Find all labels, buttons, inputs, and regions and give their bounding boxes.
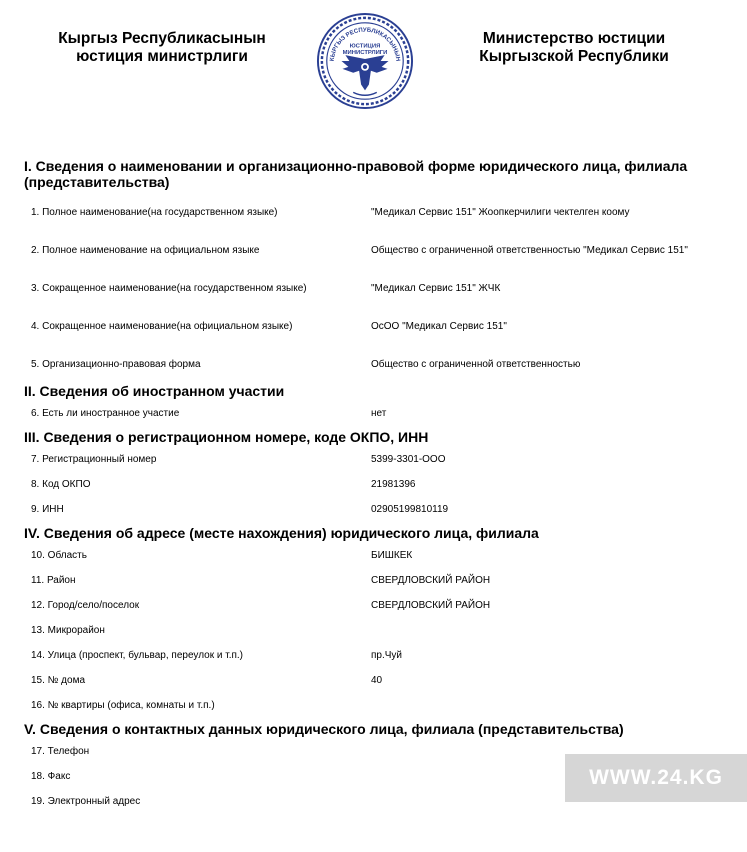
table-row bbox=[24, 245, 724, 257]
row-label: 5. Организационно-правовая форма bbox=[31, 359, 201, 370]
table-row bbox=[24, 504, 724, 516]
row-value: СВЕРДЛОВСКИЙ РАЙОН bbox=[371, 575, 491, 586]
table-row bbox=[24, 650, 724, 662]
header-right-line2: Кыргызской Республики bbox=[479, 48, 669, 65]
row-value: Общество с ограниченной ответственностью "Медикал Сервис 151" bbox=[371, 245, 688, 256]
section-title: I. Сведения о наименовании и организационно-правовой форме юридического лица, филиала (представительства) bbox=[24, 158, 688, 190]
table-row bbox=[24, 321, 724, 333]
section-title: IV. Сведения об адресе (месте нахождения) юридического лица, филиала bbox=[24, 525, 539, 541]
row-label: 11. Район bbox=[31, 575, 76, 586]
row-label: 4. Сокращенное наименование(на официальном языке) bbox=[31, 321, 293, 332]
header-right-line1: Министерство юстиции bbox=[482, 30, 666, 47]
table-row bbox=[24, 600, 724, 612]
table-row bbox=[24, 359, 724, 371]
row-label: 2. Полное наименование на официальном языке bbox=[31, 245, 260, 256]
row-value: СВЕРДЛОВСКИЙ РАЙОН bbox=[371, 600, 491, 611]
row-label: 7. Регистрационный номер bbox=[31, 454, 157, 465]
table-row bbox=[24, 408, 724, 420]
section-title: III. Сведения о регистрационном номере, коде ОКПО, ИНН bbox=[24, 429, 429, 445]
row-value: 21981396 bbox=[371, 479, 416, 490]
row-label: 15. № дома bbox=[31, 675, 86, 686]
row-value: 40 bbox=[371, 675, 383, 686]
row-label: 8. Код ОКПО bbox=[31, 479, 91, 490]
row-label: 3. Сокращенное наименование(на государственном языке) bbox=[31, 283, 307, 294]
row-label: 19. Электронный адрес bbox=[31, 796, 141, 807]
header-left-line2: юстиция министрлиги bbox=[76, 48, 248, 65]
table-row bbox=[24, 454, 724, 466]
section-title: V. Сведения о контактных данных юридического лица, филиала (представительства) bbox=[24, 721, 624, 737]
row-label: 1. Полное наименование(на государственном языке) bbox=[31, 207, 278, 218]
row-label: 14. Улица (проспект, бульвар, переулок и т.п.) bbox=[31, 650, 243, 661]
table-row bbox=[24, 625, 724, 637]
row-label: 16. № квартиры (офиса, комнаты и т.п.) bbox=[31, 700, 215, 711]
header-title-kyrgyz bbox=[12, 30, 312, 66]
table-row bbox=[24, 675, 724, 687]
seal-top-text: КЫРГЫЗ РЕСПУБЛИКАСЫНЫН bbox=[329, 27, 401, 62]
row-label: 9. ИНН bbox=[31, 504, 64, 515]
watermark-badge: WWW.24.KG bbox=[565, 754, 747, 802]
seal-mid-line1: ЮСТИЦИЯ bbox=[349, 43, 381, 50]
registry-content bbox=[24, 158, 724, 808]
row-value: 02905199810119 bbox=[371, 504, 449, 515]
row-value: ОсОО "Медикал Сервис 151" bbox=[371, 321, 507, 332]
row-label: 6. Есть ли иностранное участие bbox=[31, 408, 180, 419]
table-row bbox=[24, 283, 724, 295]
row-label: 13. Микрорайон bbox=[31, 625, 105, 636]
row-value: 5399-3301-ООО bbox=[371, 454, 446, 465]
row-label: 17. Телефон bbox=[31, 746, 90, 757]
row-value: БИШКЕК bbox=[371, 550, 413, 561]
row-value: Общество с ограниченной ответственностью bbox=[371, 359, 581, 370]
section-title: II. Сведения об иностранном участии bbox=[24, 383, 285, 399]
header-title-russian bbox=[424, 30, 724, 66]
row-value: пр.Чуй bbox=[371, 650, 403, 661]
table-row bbox=[24, 479, 724, 491]
table-row bbox=[24, 550, 724, 562]
row-label: 10. Область bbox=[31, 550, 87, 561]
table-row bbox=[24, 575, 724, 587]
row-label: 12. Город/село/поселок bbox=[31, 600, 140, 611]
table-row bbox=[24, 207, 724, 219]
seal-mid-line2: МИНИСТРЛИГИ bbox=[342, 50, 388, 57]
ministry-seal-icon bbox=[316, 12, 414, 110]
row-value: нет bbox=[371, 408, 387, 419]
table-row bbox=[24, 700, 724, 712]
header-left-line1: Кыргыз Республикасынын bbox=[58, 30, 266, 47]
row-value: "Медикал Сервис 151" ЖЧК bbox=[371, 283, 501, 294]
row-value: "Медикал Сервис 151" Жоопкерчилиги чектелген коому bbox=[371, 207, 630, 218]
row-label: 18. Факс bbox=[31, 771, 71, 782]
document-header bbox=[0, 0, 747, 150]
